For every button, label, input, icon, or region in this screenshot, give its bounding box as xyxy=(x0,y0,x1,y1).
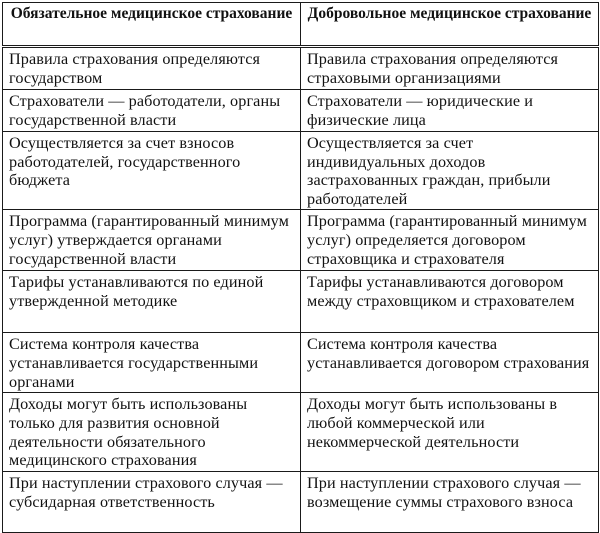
table-row xyxy=(3,210,599,271)
cell-mandatory: Доходы могут быть использованы только для развития основной деятельности обязательного медицинского страхования xyxy=(3,393,301,472)
table-row xyxy=(3,333,599,393)
cell-mandatory: Страхователи — работодатели, органы государственной власти xyxy=(3,90,301,132)
table-header xyxy=(3,3,599,47)
comparison-table xyxy=(2,2,599,533)
cell-mandatory: Система контроля качества устанавливается государственными органами xyxy=(3,333,301,393)
cell-voluntary: Осуществляется за счет индивидуальных доходов застрахованных граждан, прибыли работодателей xyxy=(301,132,599,210)
table-row xyxy=(3,271,599,333)
header-mandatory-insurance: Обязательное медицинское страхование xyxy=(3,3,301,47)
cell-mandatory: Тарифы устанавливаются по единой утвержденной методике xyxy=(3,271,301,333)
cell-mandatory: Программа (гарантированный минимум услуг) утверждается органами государственной власти xyxy=(3,210,301,271)
cell-voluntary: Программа (гарантированный минимум услуг) определяется договором страховщика и страхователя xyxy=(301,210,599,271)
header-row xyxy=(3,3,599,47)
cell-mandatory: Осуществляется за счет взносов работодателей, государственного бюджета xyxy=(3,132,301,210)
table-row xyxy=(3,132,599,210)
table-row xyxy=(3,90,599,132)
header-voluntary-insurance: Добровольное медицинское страхование xyxy=(301,3,599,47)
cell-voluntary: При наступлении страхового случая — возмещение суммы страхового взноса xyxy=(301,472,599,533)
table-body xyxy=(3,47,599,533)
cell-mandatory: При наступлении страхового случая — субсидарная ответственность xyxy=(3,472,301,533)
cell-mandatory: Правила страхования определяются государством xyxy=(3,47,301,90)
table-row xyxy=(3,472,599,533)
cell-voluntary: Страхователи — юридические и физические лица xyxy=(301,90,599,132)
cell-voluntary: Доходы могут быть использованы в любой коммерческой или некоммерческой деятельности xyxy=(301,393,599,472)
table-row xyxy=(3,47,599,90)
cell-voluntary: Система контроля качества устанавливается договором страхования xyxy=(301,333,599,393)
cell-voluntary: Тарифы устанавливаются договором между страховщиком и страхователем xyxy=(301,271,599,333)
table-row xyxy=(3,393,599,472)
cell-voluntary: Правила страхования определяются страховыми организациями xyxy=(301,47,599,90)
